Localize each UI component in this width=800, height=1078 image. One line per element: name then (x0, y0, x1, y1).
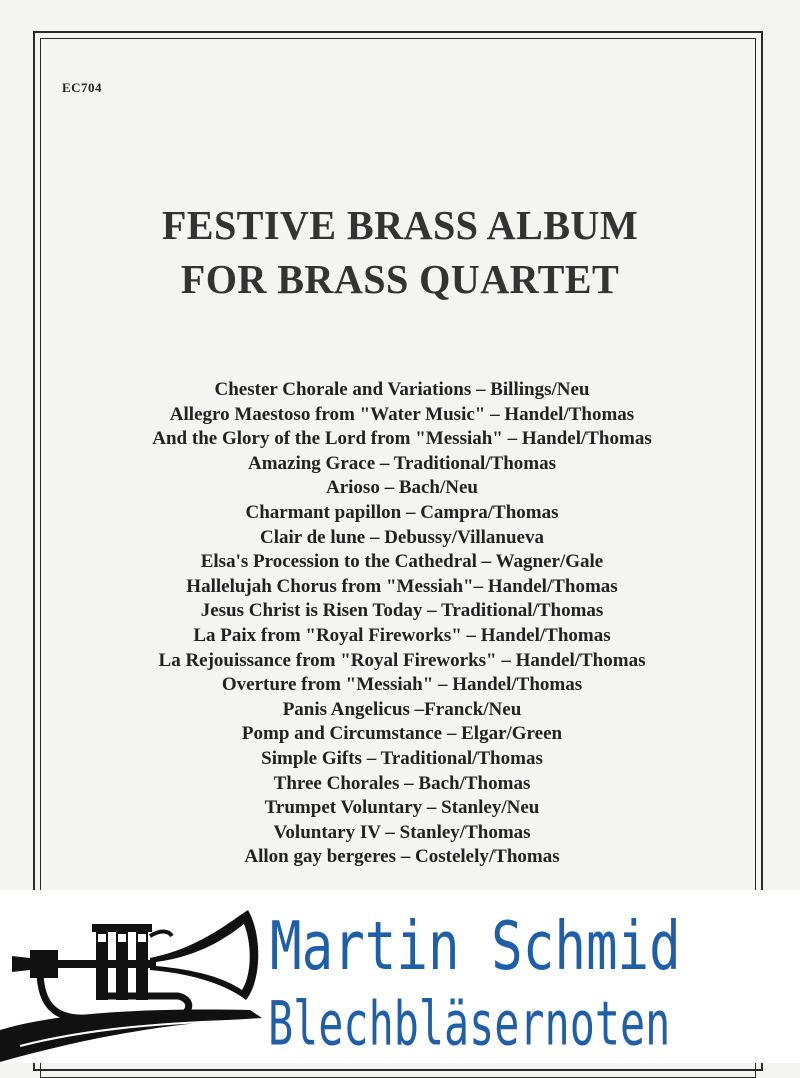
contents-item: Panis Angelicus –Franck/Neu (282, 698, 522, 720)
album-title (0, 198, 800, 306)
contents-item: Charmant papillon – Campra/Thomas (245, 501, 559, 523)
contents-item: La Paix from "Royal Fireworks" – Handel/Thomas (193, 624, 611, 646)
contents-item: Jesus Christ is Risen Today – Traditional/Thomas (200, 600, 604, 622)
trumpet-icon (0, 900, 275, 1063)
contents-item: Overture from "Messiah" – Handel/Thomas (221, 674, 583, 696)
contents-item: Elsa's Procession to the Cathedral – Wagner/Gale (200, 551, 604, 573)
brand-subtitle: Blechbläsernoten (268, 988, 671, 1060)
contents-item: And the Glory of the Lord from "Messiah" – Handel/Thomas (152, 428, 652, 450)
contents-item: Three Chorales – Bach/Thomas (273, 772, 531, 794)
contents-item: Allon gay bergeres – Costelely/Thomas (244, 846, 560, 868)
contents-list (0, 378, 800, 870)
contents-item: Voluntary IV – Stanley/Thomas (273, 821, 531, 843)
contents-item: Pomp and Circumstance – Elgar/Green (241, 723, 563, 745)
contents-item: Trumpet Voluntary – Stanley/Neu (264, 797, 540, 819)
contents-item: Hallelujah Chorus from "Messiah"– Handel/Thomas (186, 575, 618, 597)
contents-item: Chester Chorale and Variations – Billings/Neu (214, 379, 590, 400)
contents-item: La Rejouissance from "Royal Fireworks" – Handel/Thomas (158, 649, 646, 671)
contents-item: Allegro Maestoso from "Water Music" – Handel/Thomas (169, 403, 635, 425)
title-line-1: FESTIVE BRASS ALBUM (161, 202, 639, 248)
title-line-2: FOR BRASS QUARTET (180, 256, 620, 302)
brand-name: Martin Schmid (270, 908, 681, 986)
publisher-banner (0, 890, 800, 1063)
catalog-number: EC704 (62, 80, 103, 95)
contents-item: Clair de lune – Debussy/Villanueva (260, 526, 544, 548)
contents-item: Amazing Grace – Traditional/Thomas (247, 452, 557, 474)
contents-item: Arioso – Bach/Neu (326, 477, 478, 499)
contents-item: Simple Gifts – Traditional/Thomas (261, 747, 543, 769)
